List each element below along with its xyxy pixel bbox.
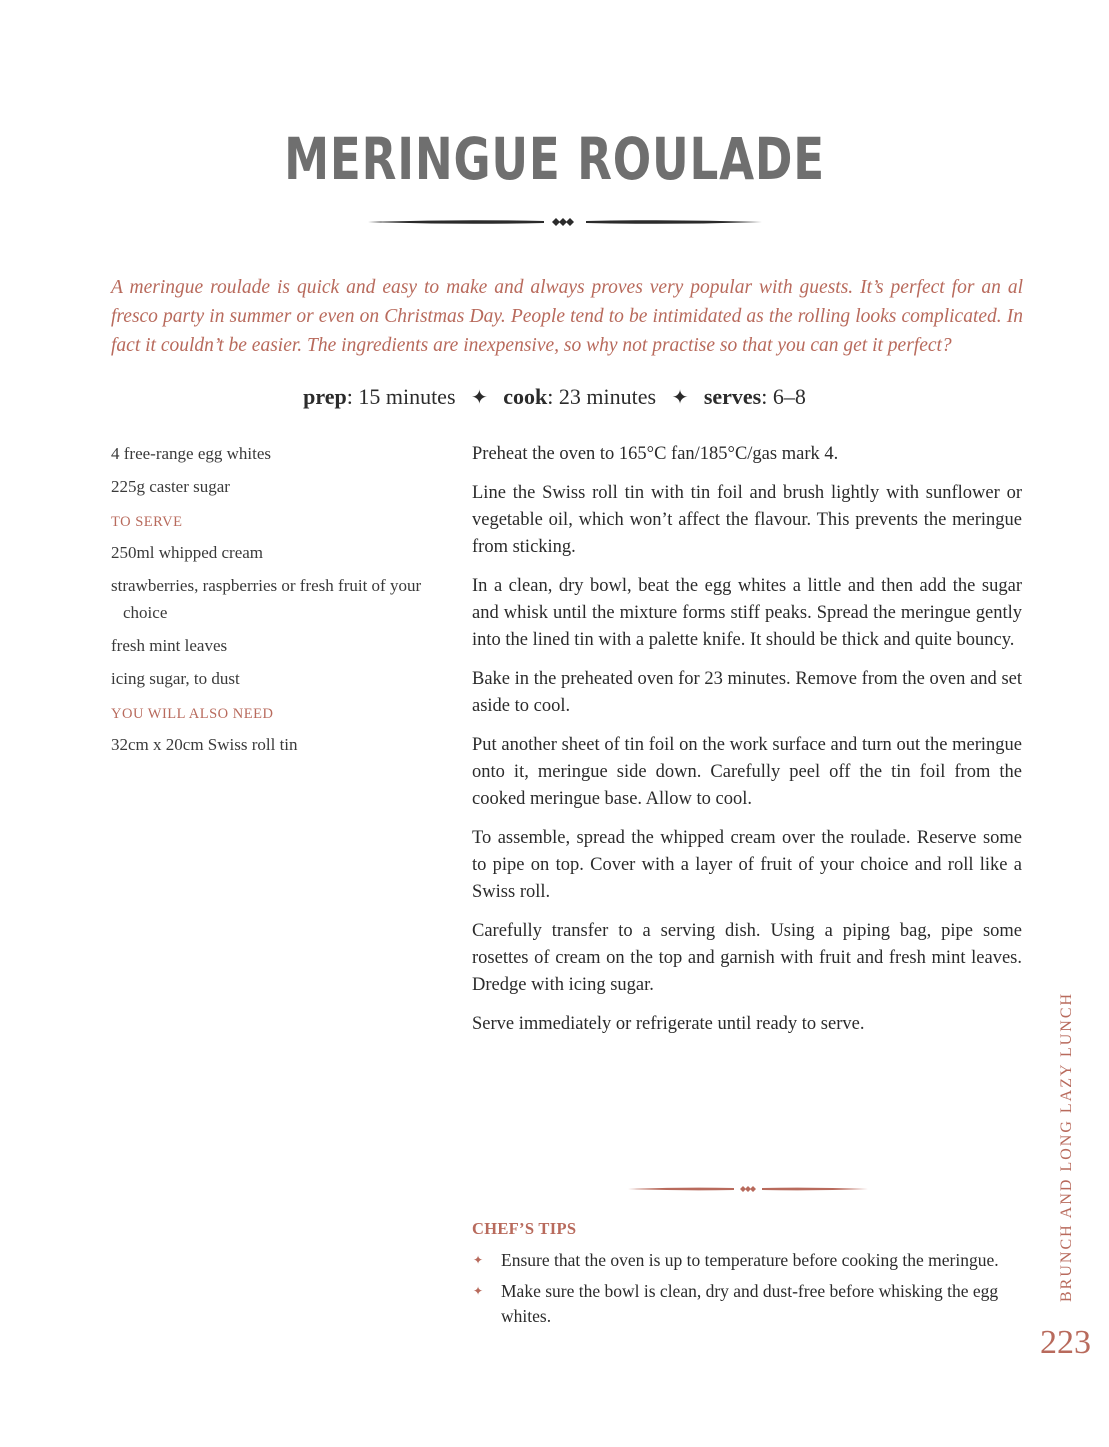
tip-text: Ensure that the oven is up to temperature before cooking the meringue. — [501, 1250, 999, 1270]
star-bullet-icon: ✦ — [473, 1284, 484, 1298]
ingredient-item: strawberries, raspberries or fresh fruit of your choice — [111, 576, 422, 622]
also-need-heading: YOU WILL ALSO NEED — [111, 706, 274, 722]
tip-item — [472, 1248, 1017, 1273]
ingredients-list — [111, 440, 431, 764]
to-serve-heading: TO SERVE — [111, 514, 183, 530]
method-step: Serve immediately or refrigerate until ready to serve. — [472, 1014, 865, 1034]
method-step: In a clean, dry bowl, beat the egg whites a little and then add the sugar and whisk until the mixture forms stiff peaks. Spread the meringue gently into the lined tin with a palette knife. It should be thick and quite bouncy. — [472, 576, 1022, 650]
prep-label: prep — [303, 384, 347, 409]
separator-star-icon: ✦ — [671, 387, 689, 409]
tip-text: Make sure the bowl is clean, dry and dust-free before whisking the egg whites. — [501, 1281, 999, 1326]
method-step: To assemble, spread the whipped cream over the roulade. Reserve some to pipe on top. Cover with a layer of fruit of your choice and roll like a Swiss roll. — [472, 828, 1022, 902]
recipe-meta — [0, 384, 1109, 410]
ingredient-item: 32cm x 20cm Swiss roll tin — [111, 735, 298, 754]
chefs-tips-list — [472, 1248, 1017, 1335]
ingredient-item: 4 free-range egg whites — [111, 444, 272, 463]
ingredient-item: 225g caster sugar — [111, 477, 230, 496]
cook-value: : 23 minutes — [547, 384, 657, 409]
star-bullet-icon: ✦ — [473, 1253, 484, 1267]
method-step: Put another sheet of tin foil on the work surface and turn out the meringue onto it, meringue side down. Carefully peel off the tin foil from the cooked meringue base. Allow to cool. — [472, 735, 1022, 809]
prep-value: : 15 minutes — [346, 384, 456, 409]
ingredient-item: fresh mint leaves — [111, 636, 228, 655]
separator-star-icon: ✦ — [471, 387, 488, 409]
ingredient-item: icing sugar, to dust — [111, 669, 240, 688]
recipe-intro: A meringue roulade is quick and easy to make and always proves very popular with guests. It’s perfect for an al fresco party in summer or even on Christmas Day. People tend to be intimidated as the rolling looks complicated. In fact it couldn’t be easier. The ingredients are inexpensive, so why not practise so that you can get it perfect? — [111, 277, 1023, 356]
method-step: Carefully transfer to a serving dish. Using a piping bag, pipe some rosettes of cream on the top and garnish with fruit and fresh mint leaves. Dredge with icing sugar. — [472, 921, 1022, 995]
recipe-title: MERINGUE ROULADE — [284, 125, 825, 193]
cook-label: cook — [503, 384, 548, 409]
serves-value: : 6–8 — [761, 384, 806, 409]
serves-label: serves — [703, 384, 762, 409]
title-divider-ornament — [366, 212, 764, 232]
method-step: Preheat the oven to 165°C fan/185°C/gas mark 4. — [472, 444, 839, 464]
method-step: Bake in the preheated oven for 23 minutes. Remove from the oven and set aside to cool. — [472, 669, 1022, 716]
method-step: Line the Swiss roll tin with tin foil and brush lightly with sunflower or vegetable oil, which won’t affect the flavour. This prevents the meringue from sticking. — [472, 483, 1022, 557]
tips-divider-ornament — [626, 1182, 870, 1196]
ingredient-item: 250ml whipped cream — [111, 543, 264, 562]
page-number: 223 — [1040, 1324, 1091, 1361]
chapter-side-label: BRUNCH AND LONG LAZY LUNCH — [1058, 991, 1075, 1302]
tip-item — [472, 1279, 1017, 1329]
chefs-tips-heading: CHEF’S TIPS — [472, 1219, 577, 1238]
method-steps — [472, 441, 1022, 1050]
